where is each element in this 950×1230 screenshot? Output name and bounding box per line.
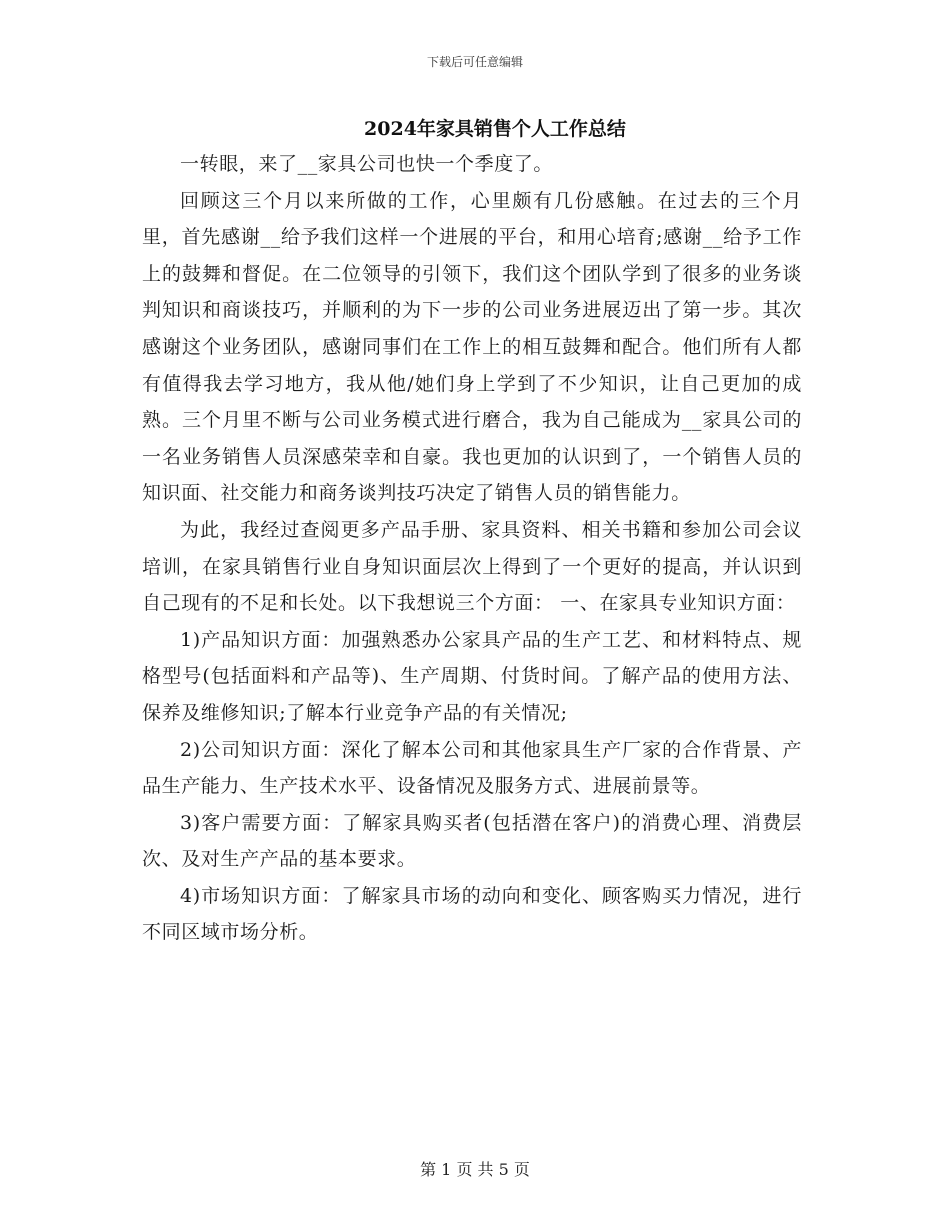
paragraph: 为此，我经过查阅更多产品手册、家具资料、相关书籍和参加公司会议培训，在家具销售行业自身知识面层次上得到了一个更好的提高，并认识到自己现有的不足和长处。以下我想说三个方面： 一、在家具专业知识方面：	[142, 518, 802, 615]
paragraph: 一转眼，来了__家具公司也快一个季度了。	[180, 153, 554, 175]
header-note: 下载后可任意编辑	[426, 55, 523, 69]
paragraph: 3)客户需要方面：了解家具购买者(包括潜在客户)的消费心理、消费层次、及对生产产品的基本要求。	[142, 811, 802, 871]
page-number: 第 1 页 共 5 页	[420, 1160, 530, 1179]
paragraph: 1)产品知识方面：加强熟悉办公家具产品的生产工艺、和材料特点、规格型号(包括面料和产品等)、生产周期、付货时间。了解产品的使用方法、保养及维修知识;了解本行业竞争产品的有关情况;	[142, 628, 802, 724]
paragraph: 2)公司知识方面：深化了解本公司和其他家具生产厂家的合作背景、产品生产能力、生产技术水平、设备情况及服务方式、进展前景等。	[142, 738, 802, 798]
document-body	[142, 146, 802, 951]
paragraph: 4)市场知识方面：了解家具市场的动向和变化、顾客购买力情况，进行不同区域市场分析。	[142, 884, 802, 944]
document-title: 2024年家具销售个人工作总结	[364, 118, 626, 140]
paragraph: 回顾这三个月以来所做的工作，心里颇有几份感触。在过去的三个月里，首先感谢__给予我们这样一个进展的平台，和用心培育;感谢__给予工作上的鼓舞和督促。在二位领导的引领下，我们这个团队学到了很多的业务谈判知识和商谈技巧，并顺利的为下一步的公司业务进展迈出了第一步。其次感谢这个业务团队，感谢同事们在工作上的相互鼓舞和配合。他们所有人都有值得我去学习地方，我从他/她们身上学到了不少知识，让自己更加的成熟。三个月里不断与公司业务模式进行磨合，我为自己能成为__家具公司的一名业务销售人员深感荣幸和自豪。我也更加的认识到了，一个销售人员的知识面、社交能力和商务谈判技巧决定了销售人员的销售能力。	[142, 189, 802, 505]
